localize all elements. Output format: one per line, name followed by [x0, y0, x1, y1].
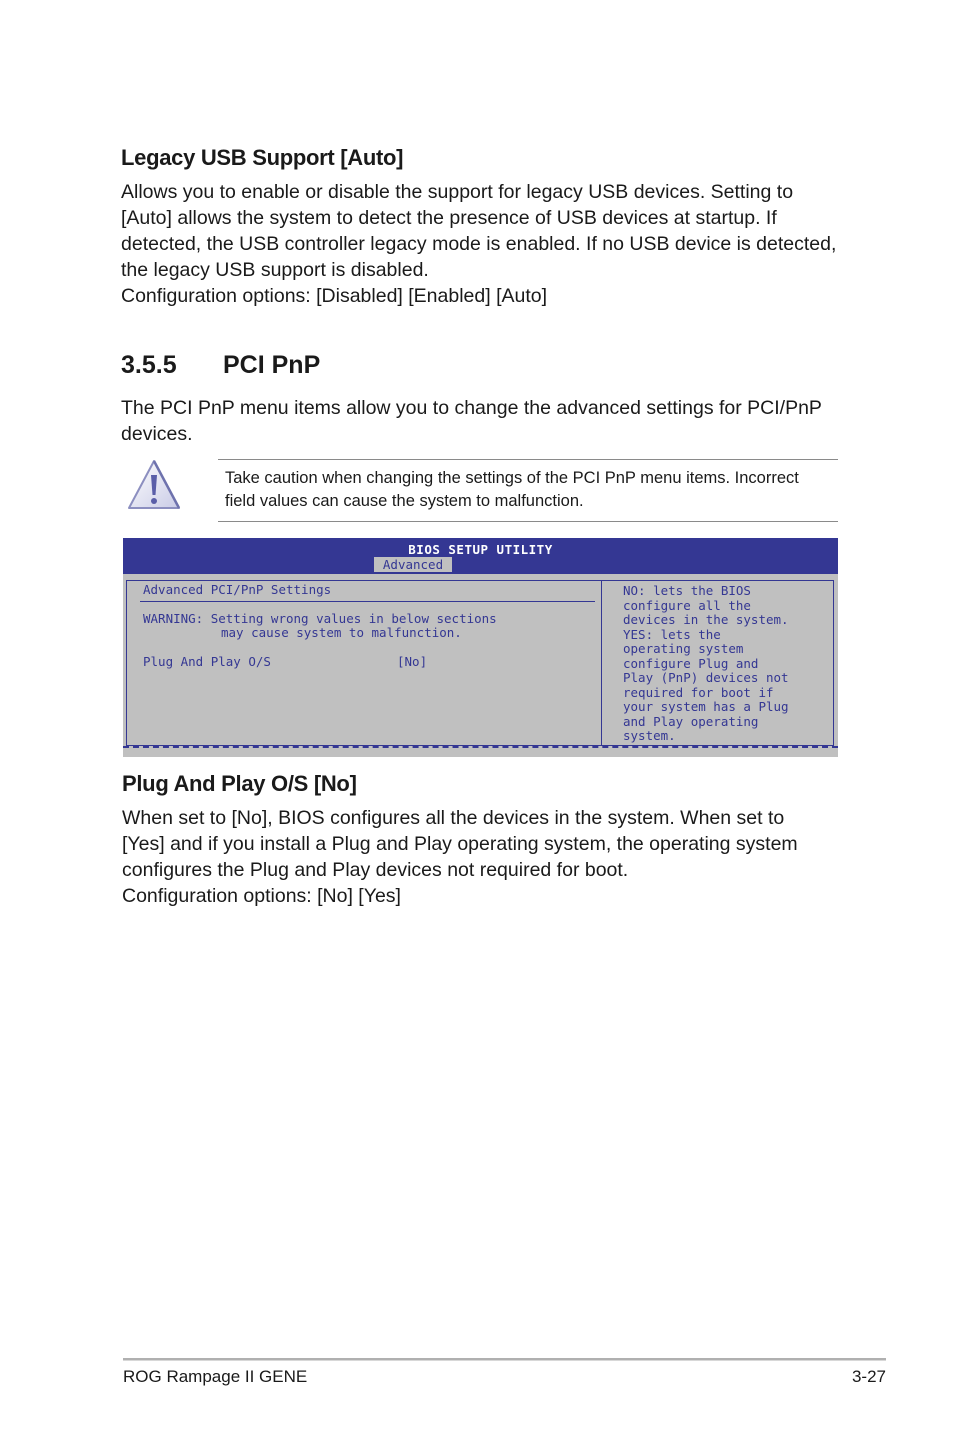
help-line: your system has a Plug — [623, 699, 789, 714]
text-line: Allows you to enable or disable the support for legacy USB devices. Setting to — [121, 181, 794, 203]
text-line: configures the Plug and Play devices not required for boot. — [122, 859, 629, 881]
note-bottom-rule — [218, 521, 838, 522]
text-line: [Yes] and if you install a Plug and Play operating system, the operating system — [122, 833, 798, 855]
help-line: required for boot if — [623, 684, 774, 700]
text-line: devices. — [121, 423, 193, 445]
footer-rule — [123, 1358, 886, 1361]
bios-dashed-edge — [123, 746, 838, 748]
text-line: When set to [No], BIOS configures all the devices in the system. When set to — [122, 807, 785, 829]
bios-help-text — [623, 584, 789, 744]
bios-warning-line: WARNING: Setting wrong values in below sections — [143, 611, 497, 626]
tab-advanced[interactable]: Advanced — [374, 557, 452, 572]
help-line: and Play operating — [623, 713, 759, 729]
help-line: devices in the system. — [623, 612, 789, 627]
note-top-rule — [218, 459, 838, 460]
help-line: operating system — [623, 641, 744, 656]
warning-triangle-icon — [126, 458, 182, 512]
text-line: the legacy USB support is disabled. — [121, 259, 429, 281]
bios-item-plug-and-play-label[interactable]: Plug And Play O/S — [143, 654, 271, 669]
caution-text — [225, 467, 835, 513]
bios-title-separator — [140, 601, 595, 602]
legacy-usb-description — [121, 179, 851, 309]
text-line: detected, the USB controller legacy mode is enabled. If no USB device is detected, — [121, 233, 837, 255]
help-line: configure Plug and — [623, 655, 759, 671]
help-line: Play (PnP) devices not — [623, 670, 789, 685]
bios-panel-title: Advanced PCI/PnP Settings — [143, 582, 332, 597]
text-line: [Auto] allows the system to detect the presence of USB devices at startup. If — [121, 207, 777, 229]
bios-item-plug-and-play-value[interactable]: [No] — [397, 654, 428, 669]
bios-title: BIOS SETUP UTILITY — [408, 542, 553, 557]
bios-screen — [123, 538, 838, 757]
legacy-usb-options: Configuration options: [Disabled] [Enabled] [Auto] — [121, 285, 548, 307]
plug-and-play-options: Configuration options: [No] [Yes] — [122, 885, 401, 907]
footer-product-name: ROG Rampage II GENE — [123, 1367, 308, 1386]
bios-panel-divider — [601, 580, 602, 746]
help-line: YES: lets the — [623, 626, 721, 642]
help-line: NO: lets the BIOS — [623, 583, 751, 598]
section-title: PCI PnP — [223, 351, 321, 379]
help-line: configure all the — [623, 597, 751, 613]
footer-page-number: 3-27 — [851, 1367, 886, 1386]
text-line: The PCI PnP menu items allow you to change the advanced settings for PCI/PnP — [121, 397, 822, 419]
text-line: Take caution when changing the settings of the PCI PnP menu items. Incorrect — [225, 469, 799, 487]
text-line: field values can cause the system to malfunction. — [225, 492, 584, 510]
plug-and-play-description — [122, 805, 852, 909]
section-number: 3.5.5 — [121, 351, 177, 379]
section-intro — [121, 395, 851, 447]
legacy-usb-heading: Legacy USB Support [Auto] — [121, 145, 404, 170]
plug-and-play-heading: Plug And Play O/S [No] — [122, 771, 357, 796]
bios-warning-line: may cause system to malfunction. — [221, 625, 462, 640]
help-line: system. — [623, 728, 676, 743]
